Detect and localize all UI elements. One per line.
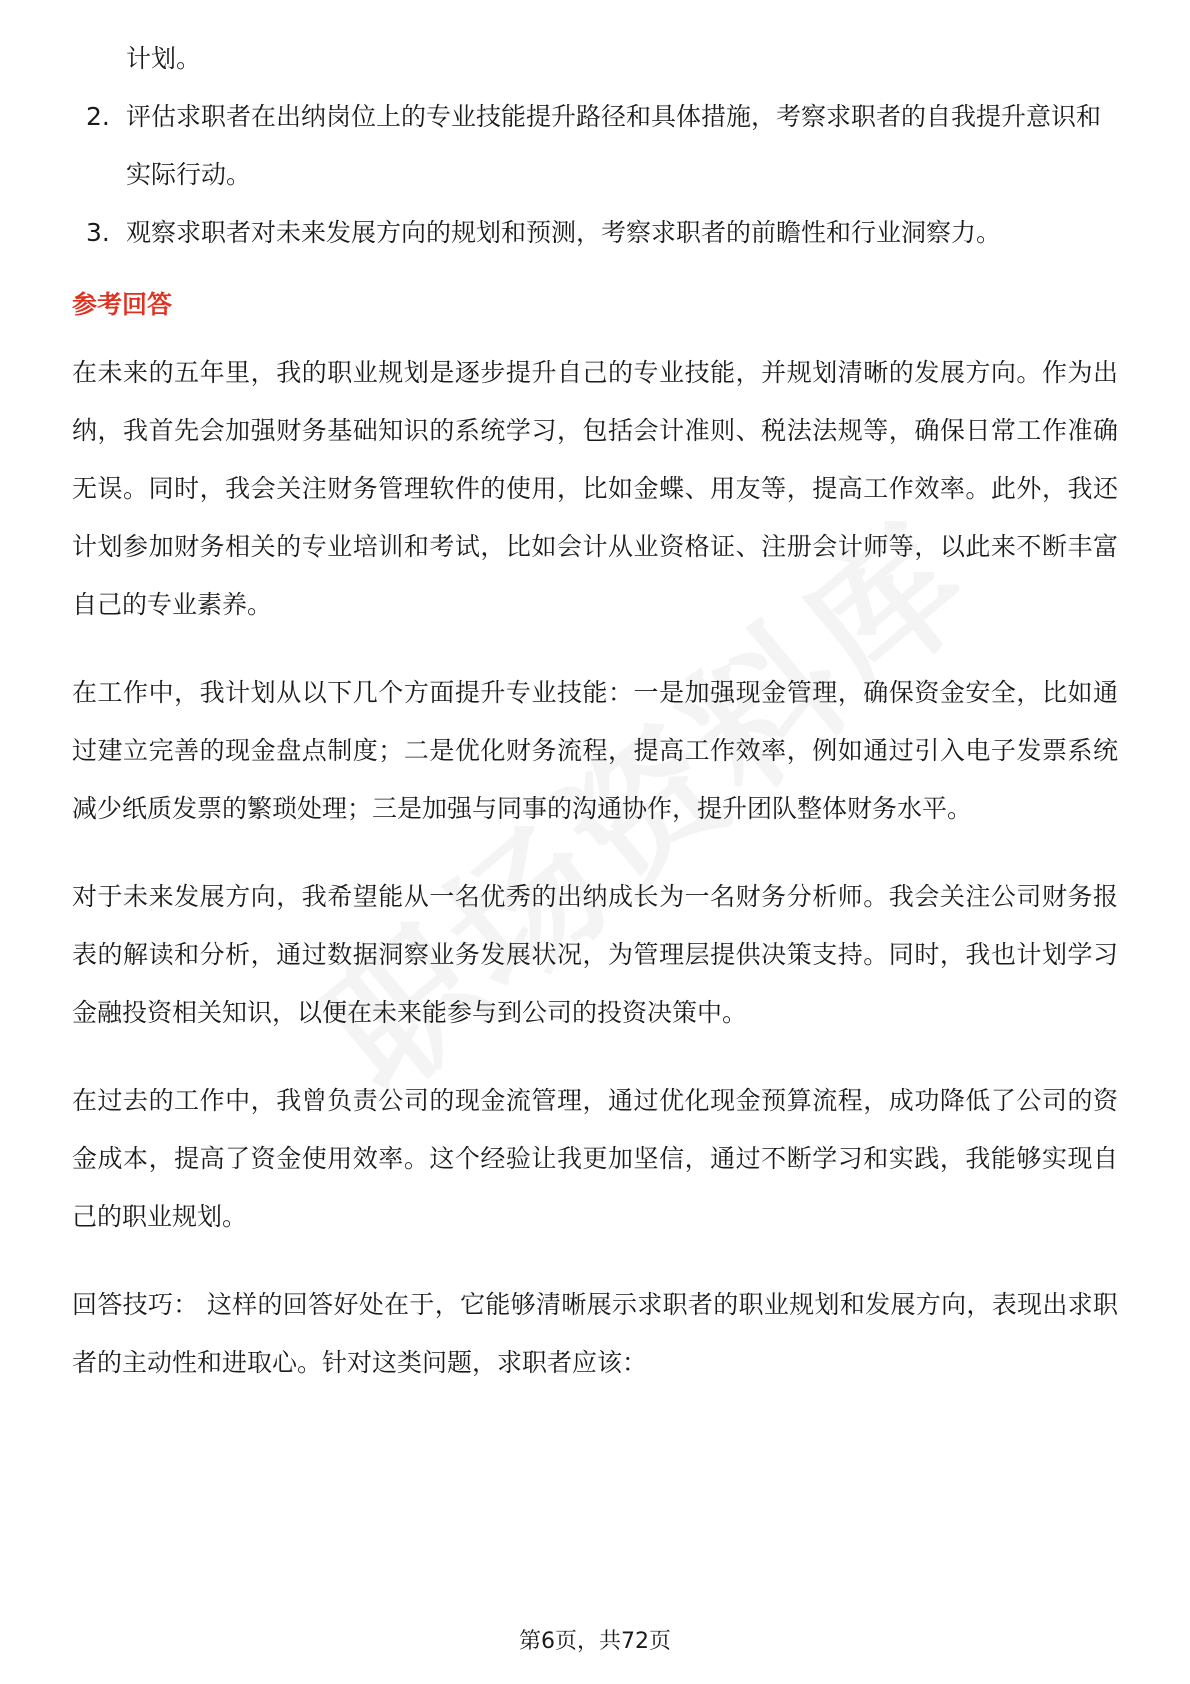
answer-paragraph: 在未来的五年里，我的职业规划是逐步提升自己的专业技能，并规划清晰的发展方向。作为出纳，我首先会加强财务基础知识的系统学习，包括会计准则、税法法规等，确保日常工作准确无误。同时，我会关注财务管理软件的使用，比如金蝶、用友等，提高工作效率。此外，我还计划参加财务相关的专业培训和考试，比如会计从业资格证、注册会计师等，以此来不断丰富自己的专业素养。 [72, 358, 1118, 619]
list-item-text: 评估求职者在出纳岗位上的专业技能提升路径和具体措施，考察求职者的自我提升意识和实际行动。 [126, 102, 1102, 189]
answer-paragraph: 对于未来发展方向，我希望能从一名优秀的出纳成长为一名财务分析师。我会关注公司财务报表的解读和分析，通过数据洞察业务发展状况，为管理层提供决策支持。同时，我也计划学习金融投资相关知识，以便在未来能参与到公司的投资决策中。 [72, 882, 1118, 1027]
page-content [72, 30, 1118, 1392]
answer-paragraph: 在工作中，我计划从以下几个方面提升专业技能：一是加强现金管理，确保资金安全，比如通过建立完善的现金盘点制度；二是优化财务流程，提高工作效率，例如通过引入电子发票系统减少纸质发票的繁琐处理；三是加强与同事的沟通协作，提升团队整体财务水平。 [72, 678, 1118, 823]
evaluation-points-list [72, 30, 1118, 262]
list-item-text: 观察求职者对未来发展方向的规划和预测，考察求职者的前瞻性和行业洞察力。 [126, 218, 1002, 247]
list-item [72, 88, 1118, 204]
list-item-number: 2. [86, 102, 110, 131]
answer-tip: 回答技巧： 这样的回答好处在于，它能够清晰展示求职者的职业规划和发展方向，表现出求职者的主动性和进取心。针对这类问题，求职者应该： [72, 1290, 1118, 1377]
list-item-number: 3. [86, 218, 110, 247]
reference-answer-heading: 参考回答 [72, 290, 173, 319]
list-item [72, 204, 1118, 262]
page-number-footer: 第6页，共72页 [519, 1629, 671, 1654]
answer-paragraph: 在过去的工作中，我曾负责公司的现金流管理，通过优化现金预算流程，成功降低了公司的资金成本，提高了资金使用效率。这个经验让我更加坚信，通过不断学习和实践，我能够实现自己的职业规划。 [72, 1086, 1118, 1231]
list-item [72, 30, 1118, 88]
list-item-text: 计划。 [126, 44, 202, 73]
